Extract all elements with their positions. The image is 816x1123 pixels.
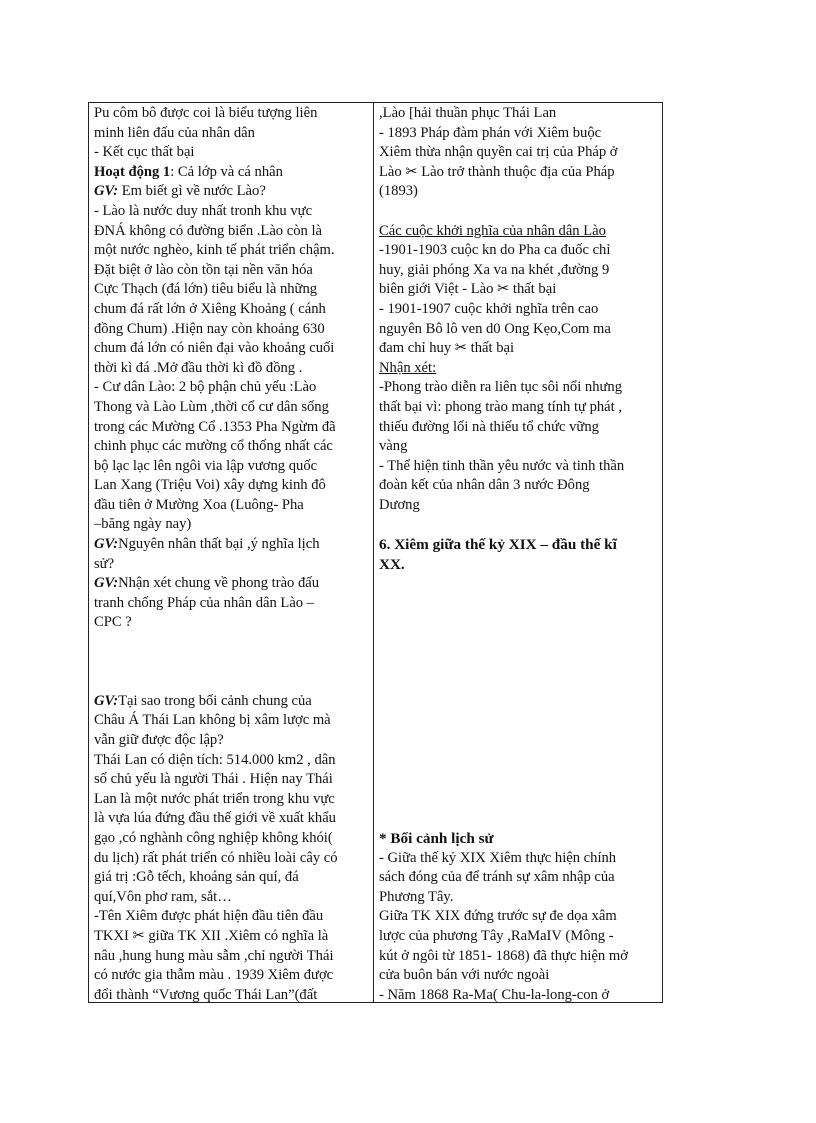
line-text: TKXI ✂ giữa TK XII .Xiêm có nghĩa là — [94, 927, 329, 944]
text-line — [94, 888, 373, 908]
text-line — [379, 496, 662, 516]
teacher-label: GV: — [94, 536, 119, 553]
line-text: đầu tiên ở Mường Xoa (Luông- Pha — [94, 496, 304, 513]
line-text: - Thể hiện tinh thần yêu nước và tinh thần — [379, 457, 625, 474]
blank-line — [379, 515, 662, 535]
text-line — [94, 770, 373, 790]
line-text: kút ở ngôi từ 1851- 1868) đã thực hiện mở — [379, 947, 628, 964]
blank-line — [379, 770, 662, 790]
line-text: CPC ? — [94, 614, 132, 631]
text-line — [379, 418, 662, 438]
line-text: thời kì đá .Mở đầu thời kì đồ đồng . — [94, 359, 303, 376]
text-line — [94, 104, 373, 124]
line-text: Thong và Lào Lùm ,thời cổ cư dân sống — [94, 398, 329, 415]
line-text: - Lào là nước duy nhất tronh khu vực — [94, 202, 313, 219]
text-line — [379, 986, 662, 1002]
line-text: - 1901-1907 cuộc khởi nghĩa trên cao — [379, 300, 599, 317]
text-line — [94, 280, 373, 300]
line-text: - 1893 Pháp đàm phán với Xiêm buộc — [379, 124, 602, 141]
text-line — [94, 163, 373, 183]
text-line — [94, 398, 373, 418]
line-text: (1893) — [379, 183, 418, 200]
blank-line — [94, 672, 373, 692]
text-line — [379, 182, 662, 202]
line-text: Các cuộc khởi nghĩa của nhân dân Lào — [379, 222, 606, 239]
blank-line — [379, 613, 662, 633]
text-line — [379, 300, 662, 320]
text-line — [94, 457, 373, 477]
line-text: Xiêm thừa nhận quyền cai trị của Pháp ở — [379, 144, 618, 161]
line-text: cửa buôn bán với nước ngoài — [379, 967, 550, 984]
text-line — [94, 849, 373, 869]
blank-line — [94, 653, 373, 673]
line-text: một nước nghèo, kinh tế phát triển chậm. — [94, 242, 335, 259]
text-line — [379, 888, 662, 908]
text-line — [94, 496, 373, 516]
blank-line — [379, 653, 662, 673]
line-text: Giữa TK XIX đứng trước sự đe dọa xâm — [379, 908, 617, 925]
line-text: XX. — [379, 555, 405, 573]
line-text: ĐNÁ không có đường biển .Lào còn là — [94, 222, 322, 239]
line-text: trong các Mường Cổ .1353 Pha Ngừm đã — [94, 418, 336, 435]
text-line — [379, 868, 662, 888]
text-line — [94, 261, 373, 281]
text-line — [379, 457, 662, 477]
line-text: có nước gia thẫm màu . 1939 Xiêm được — [94, 967, 334, 984]
text-line — [94, 790, 373, 810]
text-line — [94, 986, 373, 1002]
line-text: Châu Á Thái Lan không bị xâm lược mà — [94, 712, 331, 729]
line-text: : Cả lớp và cá nhân — [170, 163, 283, 180]
text-line — [379, 829, 662, 849]
line-text: - Giữa thế kỷ XIX Xiêm thực hiện chính — [379, 849, 617, 866]
line-text: Nhận xét chung về phong trào đấu — [118, 575, 320, 592]
line-text: Cực Thạch (đá lớn) tiêu biểu là những — [94, 281, 318, 298]
text-line — [379, 907, 662, 927]
line-text: biên giới Việt - Lào ✂ thất bại — [379, 281, 557, 298]
text-line — [94, 907, 373, 927]
text-line — [94, 966, 373, 986]
text-line — [94, 927, 373, 947]
teacher-label: GV: — [94, 575, 119, 592]
line-text: lược của phương Tây ,RaMaIV (Mông - — [379, 927, 614, 944]
teacher-label: GV: — [94, 692, 119, 709]
text-line — [94, 359, 373, 379]
line-text: minh liên đấu của nhân dân — [94, 124, 255, 141]
line-text: sách đóng của để tránh sự xâm nhập của — [379, 869, 615, 886]
text-line — [94, 378, 373, 398]
blank-line — [379, 751, 662, 771]
text-line — [94, 868, 373, 888]
text-line — [379, 966, 662, 986]
text-line — [379, 927, 662, 947]
line-text: du lịch) rất phát triển có nhiều loài cây có — [94, 849, 338, 866]
text-line — [379, 104, 662, 124]
blank-line — [379, 672, 662, 692]
line-text: số chủ yếu là người Thái . Hiện nay Thái — [94, 771, 333, 788]
text-line — [94, 711, 373, 731]
line-text: -1901-1903 cuộc kn do Pha ca đuốc chỉ — [379, 242, 611, 259]
line-text: đam chỉ huy ✂ thất bại — [379, 340, 515, 357]
line-text: đoàn kết của nhân dân 3 nước Đông — [379, 477, 590, 494]
line-text: Nhận xét: — [379, 359, 437, 376]
text-line — [379, 280, 662, 300]
line-text: - Cư dân Lào: 2 bộ phận chủ yếu :Lào — [94, 379, 317, 396]
text-line — [94, 339, 373, 359]
line-text: Dương — [379, 496, 420, 513]
text-line — [379, 163, 662, 183]
line-text: gạo ,có nghành công nghiệp không khói( — [94, 829, 333, 846]
text-line — [94, 829, 373, 849]
text-line — [379, 398, 662, 418]
text-line — [379, 320, 662, 340]
text-line — [94, 182, 373, 202]
text-line — [94, 947, 373, 967]
line-text: 6. Xiêm giữa thế kỷ XIX – đầu thế kĩ — [379, 536, 617, 554]
text-line — [94, 202, 373, 222]
text-line — [379, 222, 662, 242]
text-line — [94, 300, 373, 320]
text-line — [94, 613, 373, 633]
text-line — [94, 731, 373, 751]
teacher-label: GV: — [94, 183, 119, 200]
line-text: Thái Lan có diện tích: 514.000 km2 , dân — [94, 751, 336, 768]
line-text: Em biết gì về nước Lào? — [118, 183, 266, 200]
text-line — [379, 261, 662, 281]
activity-label: Hoạt động 1 — [94, 163, 171, 180]
line-text: nâu ,hung hung màu sẫm ,chỉ người Thái — [94, 947, 334, 964]
text-line — [379, 241, 662, 261]
blank-line — [379, 809, 662, 829]
text-line — [94, 241, 373, 261]
line-text: Tại sao trong bối cảnh chung của — [118, 692, 312, 709]
blank-line — [379, 633, 662, 653]
right-column-cell — [374, 103, 662, 1002]
text-line — [94, 692, 373, 712]
line-text: * Bối cảnh lịch sử — [379, 829, 494, 847]
blank-line — [379, 731, 662, 751]
line-text: Lan Xang (Triệu Voi) xây dựng kinh đô — [94, 477, 326, 494]
blank-line — [379, 692, 662, 712]
line-text: - Năm 1868 Ra-Ma( Chu-la-long-con ở — [379, 986, 610, 1002]
lesson-table — [88, 102, 663, 1003]
line-text: –băng ngày nay) — [94, 516, 192, 533]
line-text: thiếu đường lối nà thiếu tổ chức vững — [379, 418, 599, 435]
text-line — [94, 555, 373, 575]
line-text: chum đá rất lớn ở Xiêng Khoảng ( cánh — [94, 300, 326, 317]
text-line — [379, 124, 662, 144]
text-line — [379, 143, 662, 163]
text-line — [94, 594, 373, 614]
line-text: Pu côm bô được coi là biểu tượng liên — [94, 105, 318, 121]
blank-line — [94, 633, 373, 653]
text-line — [379, 437, 662, 457]
blank-line — [379, 711, 662, 731]
line-text: -Tên Xiêm được phát hiện đầu tiên đầu — [94, 908, 324, 925]
line-text: ,Lào [hải thuần phục Thái Lan — [379, 105, 557, 121]
line-text: Đặt biệt ở lào còn tồn tại nền văn hóa — [94, 261, 313, 278]
line-text: quí,Vôn phơ ram, sắt… — [94, 888, 232, 905]
line-text: vẫn giữ được độc lập? — [94, 732, 224, 748]
blank-line — [379, 594, 662, 614]
line-text: chum đá lớn có niên đại vào khoảng cuối — [94, 340, 335, 357]
text-line — [94, 535, 373, 555]
text-line — [379, 947, 662, 967]
line-text: thất bại vì: phong trào mang tính tự phát , — [379, 398, 622, 415]
text-line — [379, 849, 662, 869]
text-line — [94, 320, 373, 340]
text-line — [94, 515, 373, 535]
left-column-cell — [89, 103, 374, 1002]
text-line — [94, 476, 373, 496]
line-text: tranh chống Pháp của nhân dân Lào – — [94, 594, 315, 611]
blank-line — [379, 202, 662, 222]
line-text: nguyên Bô lô ven d0 Ong Kẹo,Com ma — [379, 320, 611, 337]
text-line — [94, 574, 373, 594]
line-text: đổi thành “Vương quốc Thái Lan”(đất — [94, 986, 318, 1002]
line-text: giá trị :Gỗ tếch, khoáng sản quí, đá — [94, 869, 299, 886]
text-line — [94, 437, 373, 457]
line-text: vàng — [379, 438, 408, 455]
text-line — [94, 143, 373, 163]
text-line — [94, 222, 373, 242]
text-line — [379, 555, 662, 575]
text-line — [94, 809, 373, 829]
text-line — [379, 476, 662, 496]
text-line — [379, 359, 662, 379]
text-line — [94, 751, 373, 771]
line-text: bộ lạc lạc lên ngôi via lập vương quốc — [94, 457, 318, 474]
line-text: - Kết cục thất bại — [94, 144, 195, 161]
line-text: -Phong trào diễn ra liên tục sôi nổi nhưng — [379, 379, 622, 396]
line-text: sử? — [94, 555, 115, 572]
line-text: Lào ✂ Lào trở thành thuộc địa của Pháp — [379, 163, 615, 180]
line-text: Nguyên nhân thất bại ,ý nghĩa lịch — [118, 536, 320, 553]
text-line — [379, 535, 662, 555]
line-text: là vựa lúa đứng đầu thế giới về xuất khẩu — [94, 810, 336, 827]
text-line — [379, 378, 662, 398]
text-line — [94, 418, 373, 438]
line-text: chinh phục các mường cổ thống nhất các — [94, 438, 333, 455]
text-line — [379, 339, 662, 359]
line-text: huy, giải phóng Xa va na khét ,đường 9 — [379, 261, 610, 278]
text-line — [94, 124, 373, 144]
line-text: Phương Tây. — [379, 888, 454, 905]
blank-line — [379, 790, 662, 810]
line-text: đồng Chum) .Hiện nay còn khoảng 630 — [94, 320, 325, 337]
line-text: Lan là một nước phát triển trong khu vực — [94, 790, 335, 807]
blank-line — [379, 574, 662, 594]
